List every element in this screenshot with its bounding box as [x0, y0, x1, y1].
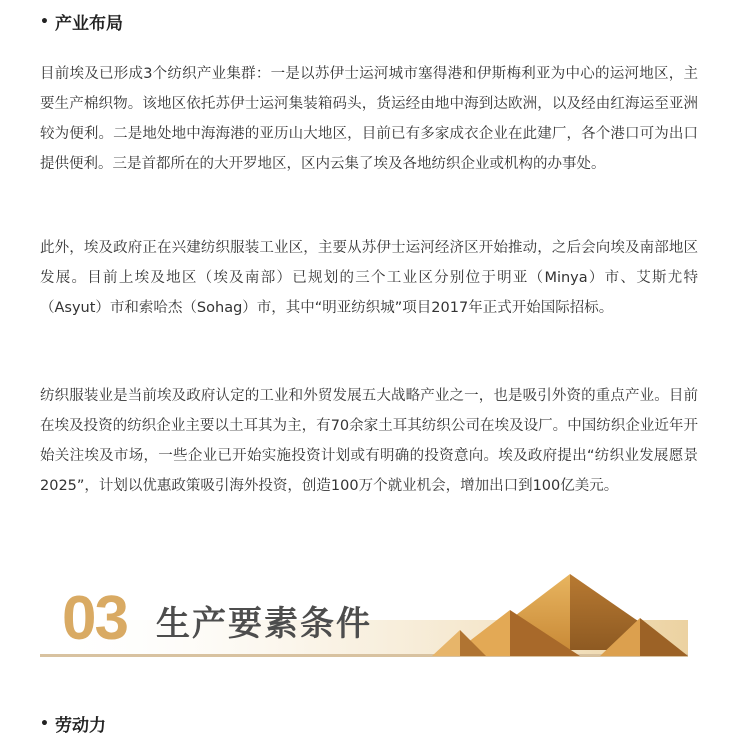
paragraph-3: 纺织服装业是当前埃及政府认定的工业和外贸发展五大战略产业之一，也是吸引外资的重点产业。目前在埃及投资的纺织企业主要以土耳其为主，有70余家土耳其纺织公司在埃及设厂。中国纺织企业近年开始关注埃及市场，一些企业已开始实施投资计划或有明确的投资意向。埃及政府提出“纺织业发展愿景2025”，计划以优惠政策吸引海外投资，创造100万个就业机会，增加出口到100亿美元。 — [40, 388, 698, 494]
section-number: 03 — [62, 584, 127, 653]
paragraph-1: 目前埃及已形成3个纺织产业集群：一是以苏伊士运河城市塞得港和伊斯梅利亚为中心的运河地区，主要生产棉织物。该地区依托苏伊士运河集装箱码头，货运经由地中海到达欧洲，以及经由红海运至亚洲较为便利。二是地处地中海海港的亚历山大地区，目前已有多家成衣企业在此建厂，各个港口可为出口提供便利。三是首都所在的大开罗地区，区内云集了埃及各地纺织企业或机构的办事处。 — [40, 66, 698, 172]
section-heading-industry-layout — [40, 9, 123, 34]
paragraph-2: 此外，埃及政府正在兴建纺织服装工业区，主要从苏伊士运河经济区开始推动，之后会向埃及南部地区发展。目前上埃及地区（埃及南部）已规划的三个工业区分别位于明亚（Minya）市、艾斯尤特（Asyut）市和索哈杰（Sohag）市，其中“明亚纺织城”项目2017年正式开始国际招标。 — [40, 240, 698, 316]
section-banner — [40, 560, 688, 670]
section-heading-labor — [40, 711, 106, 736]
bullet-icon: • — [40, 715, 49, 732]
section-title: 生产要素条件 — [156, 604, 372, 644]
bullet-icon: • — [40, 13, 49, 30]
section-heading-text: 产业布局 — [54, 14, 123, 34]
section-heading-text: 劳动力 — [54, 716, 106, 736]
